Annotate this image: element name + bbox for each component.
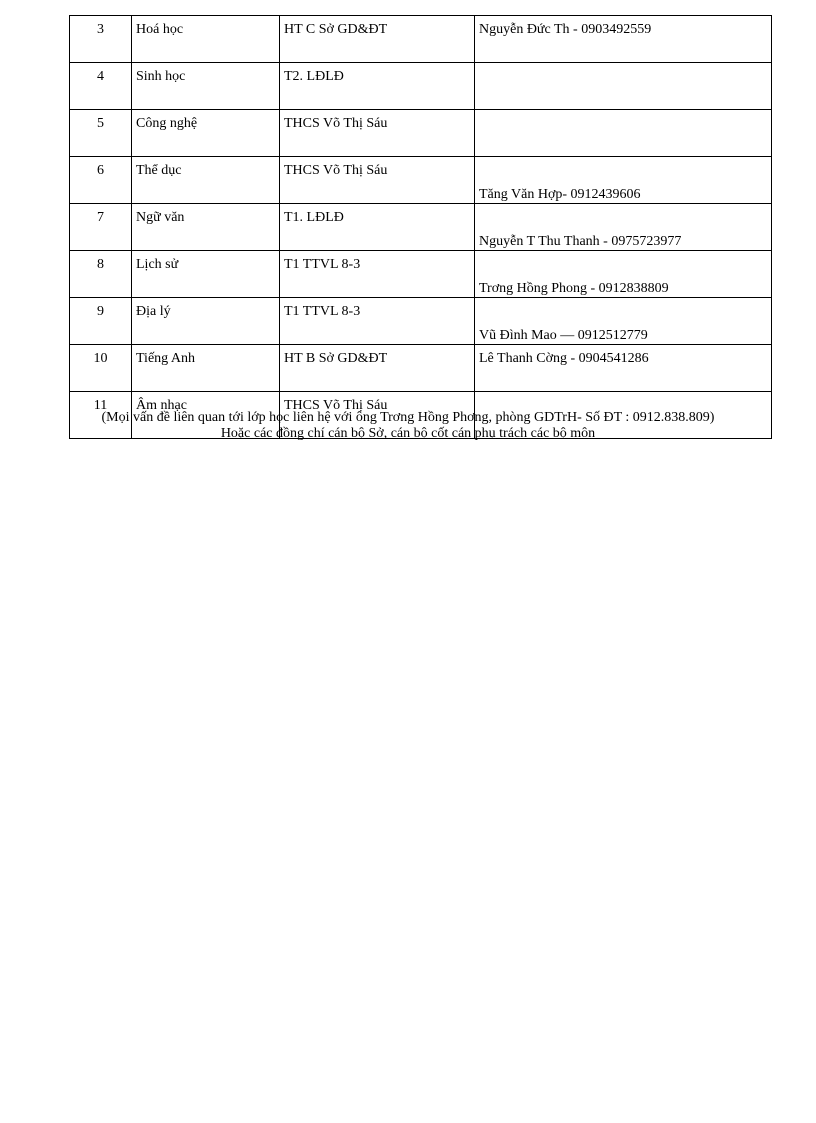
subject-cell: Ngữ văn: [132, 204, 280, 251]
subject-cell: Địa lý: [132, 298, 280, 345]
contact-cell: [475, 345, 772, 392]
contact-cell: [475, 110, 772, 157]
table-row: [70, 157, 772, 204]
location-cell: T1 TTVL 8-3: [280, 298, 475, 345]
table-row: [70, 16, 772, 63]
subject-cell: Tiếng Anh: [132, 345, 280, 392]
contact-text: [475, 63, 771, 69]
location-cell: HT B Sở GD&ĐT: [280, 345, 475, 392]
table-row: [70, 110, 772, 157]
row-number: 4: [70, 63, 132, 110]
row-number: 8: [70, 251, 132, 298]
location-cell: T2. LĐLĐ: [280, 63, 475, 110]
contact-cell: [475, 63, 772, 110]
contact-note: (Mọi vấn đề liên quan tới lớp học liên hệ với ông Trơng Hồng Phơng, phòng GDTrH- Số ĐT : 0912.838.809): [101, 410, 715, 425]
contact-text: Lê Thanh Cờng - 0904541286: [479, 351, 649, 366]
contact-cell: [475, 251, 772, 298]
table-row: [70, 204, 772, 251]
contact-text: Tăng Văn Hợp- 0912439606: [479, 187, 641, 202]
table-row: [70, 298, 772, 345]
location-cell: T1 TTVL 8-3: [280, 251, 475, 298]
row-number: 11: [70, 392, 132, 439]
location-cell: T1. LĐLĐ: [280, 204, 475, 251]
subject-cell: Thể dục: [132, 157, 280, 204]
contact-cell: [475, 157, 772, 204]
row-number: 10: [70, 345, 132, 392]
subject-cell: Sinh học: [132, 63, 280, 110]
contact-text: [475, 110, 771, 116]
table-row: [70, 345, 772, 392]
teacher-contact-table: [69, 15, 772, 439]
contact-text: [475, 392, 771, 398]
table-row: [70, 63, 772, 110]
contact-text: Nguyễn Đức Th - 0903492559: [479, 22, 652, 37]
contact-cell: [475, 16, 772, 63]
contact-text: Vũ Đình Mao — 0912512779: [479, 328, 648, 343]
location-cell: THCS Võ Thị Sáu: [280, 110, 475, 157]
contact-cell: [475, 298, 772, 345]
table-row: [70, 251, 772, 298]
contact-text: Trơng Hồng Phong - 0912838809: [479, 281, 669, 296]
row-number: 9: [70, 298, 132, 345]
row-number: 3: [70, 16, 132, 63]
subject-cell: Lịch sử: [132, 251, 280, 298]
location-cell: HT C Sở GD&ĐT: [280, 16, 475, 63]
subject-cell: Âm nhạc: [132, 392, 280, 439]
contact-note-secondary: Hoặc các đồng chí cán bộ Sở, cán bộ cốt cán phụ trách các bộ môn: [220, 426, 596, 441]
row-number: 5: [70, 110, 132, 157]
location-cell: THCS Võ Thị Sáu: [280, 392, 475, 439]
subject-cell: Công nghệ: [132, 110, 280, 157]
contact-cell: [475, 204, 772, 251]
contact-text: Nguyễn T Thu Thanh - 0975723977: [479, 234, 682, 249]
subject-cell: Hoá học: [132, 16, 280, 63]
row-number: 7: [70, 204, 132, 251]
row-number: 6: [70, 157, 132, 204]
location-cell: THCS Võ Thị Sáu: [280, 157, 475, 204]
